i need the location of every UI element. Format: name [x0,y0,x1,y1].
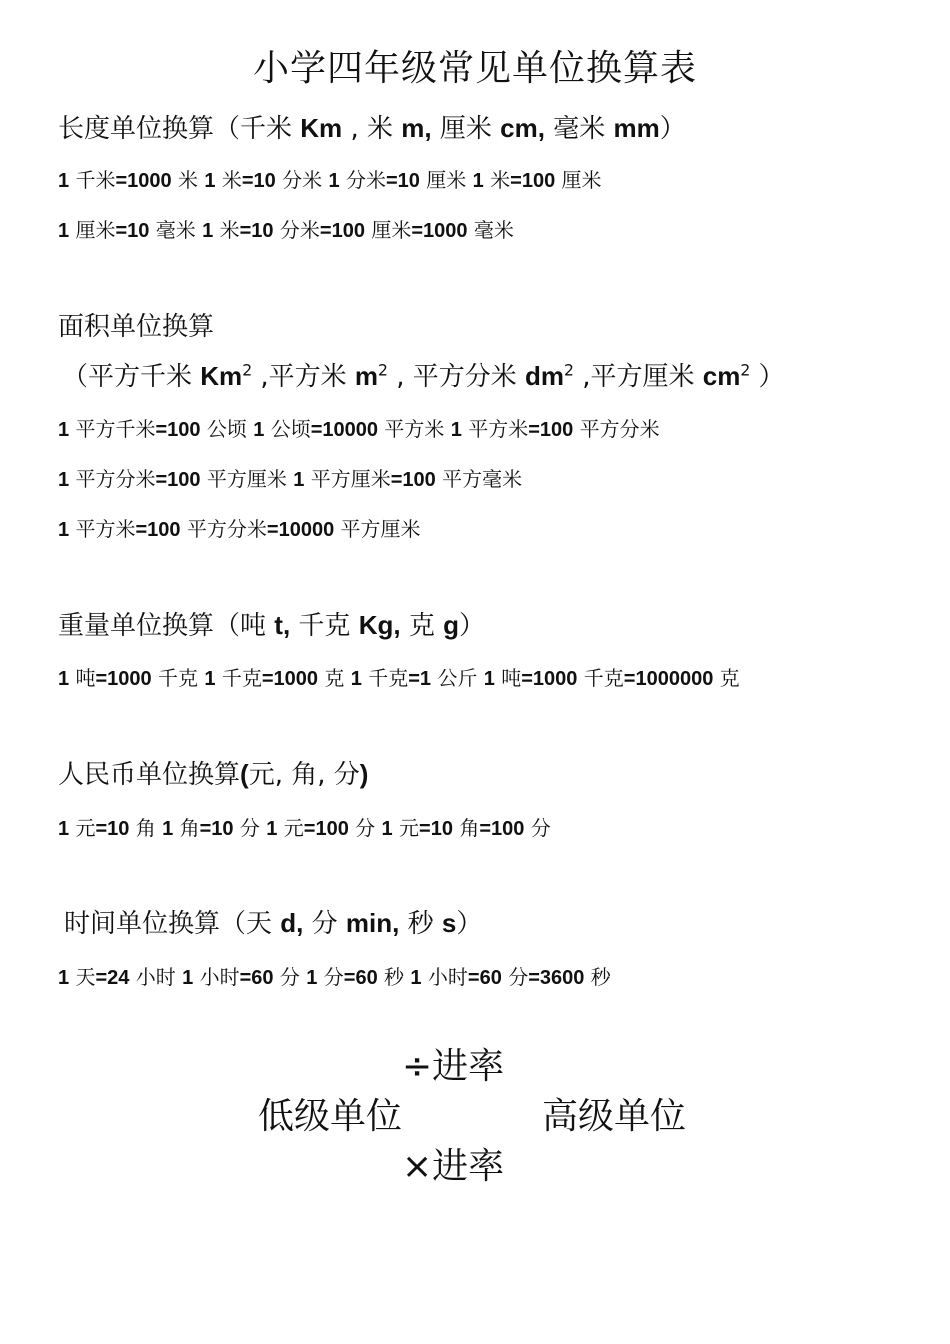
area-sub-mid-1: ,平方米 [252,362,347,392]
unit-m: m, [401,113,432,143]
money-paren-open: ( [240,759,249,789]
time-line-1: 1 天=24 小时 1 小时=60 分 1 分=60 秒 1 小时=60 分=3600 秒 [58,965,611,989]
time-sep-2: 秒 [399,909,434,939]
money-heading-text: 人民币单位换算 [58,760,241,790]
superscript-2: 2 [242,361,253,380]
unit-km2: Km [200,361,243,391]
unit-mm: mm [613,113,660,143]
unit-t: t, [274,610,291,640]
area-subheading [62,356,785,393]
weight-sep-2: 克 [400,611,435,641]
area-sub-mid-2: , 平方分米 [387,362,517,392]
unit-g: g [443,610,460,640]
weight-line-1: 1 吨=1000 千克 1 千克=1000 克 1 千克=1 公斤 1 吨=1000 千克=1000000 克 [58,666,740,690]
length-sep-3: 毫米 [544,114,606,144]
superscript-2: 2 [564,361,574,380]
money-heading-units: 元, 角, 分 [248,760,360,790]
area-sub-close: ） [750,362,785,392]
unit-dm2: dm [525,361,565,391]
unit-min: min, [345,908,400,938]
length-heading [58,108,686,145]
unit-cm2: cm [702,361,741,391]
weight-heading-close: ） [459,611,486,641]
superscript-2: 2 [378,361,388,380]
time-heading [64,903,482,940]
length-sep-2: 厘米 [431,114,492,144]
money-paren-close: ) [359,759,369,789]
time-heading-close: ） [456,909,483,939]
unit-s: s [441,908,457,938]
weight-sep-1: 千克 [290,611,351,641]
money-line-1: 1 元=10 角 1 角=10 分 1 元=100 分 1 元=10 角=100 分 [58,816,551,840]
length-heading-close: ） [659,114,686,144]
unit-d: d, [280,908,304,938]
weight-heading [58,605,485,642]
length-line-1: 1 千米=1000 米 1 米=10 分米 1 分米=10 厘米 1 米=100 厘米 [58,168,602,192]
area-sub-mid-3: ,平方厘米 [573,362,695,392]
area-line-3: 1 平方米=100 平方分米=10000 平方厘米 [58,517,421,541]
length-heading-text: 长度单位换算（千米 [58,114,293,144]
unit-cm: cm, [500,113,545,143]
length-sep-1: , 米 [342,114,393,144]
area-line-2: 1 平方分米=100 平方厘米 1 平方厘米=100 平方毫米 [58,467,523,491]
area-sub-open: （平方千米 [62,362,193,392]
weight-heading-text: 重量单位换算（吨 [58,611,267,641]
unit-kg: Kg, [358,610,401,640]
high-unit-label: 高级单位 [542,1096,687,1137]
time-heading-text: 时间单位换算（天 [64,909,273,939]
page-title: 小学四年级常见单位换算表 [252,48,697,89]
area-heading: 面积单位换算 [58,312,215,342]
low-unit-label: 低级单位 [258,1096,403,1137]
divide-rate-label: ÷进率 [402,1046,505,1087]
unit-km: Km [300,113,343,143]
unit-m2: m [354,361,379,391]
length-line-2: 1 厘米=10 毫米 1 米=10 分米=100 厘米=1000 毫米 [58,218,514,242]
superscript-2: 2 [740,361,751,380]
area-line-1: 1 平方千米=100 公顷 1 公顷=10000 平方米 1 平方米=100 平方分米 [58,417,660,441]
multiply-rate-label: ×进率 [402,1146,505,1187]
time-sep-1: 分 [303,909,338,939]
money-heading [58,754,368,791]
